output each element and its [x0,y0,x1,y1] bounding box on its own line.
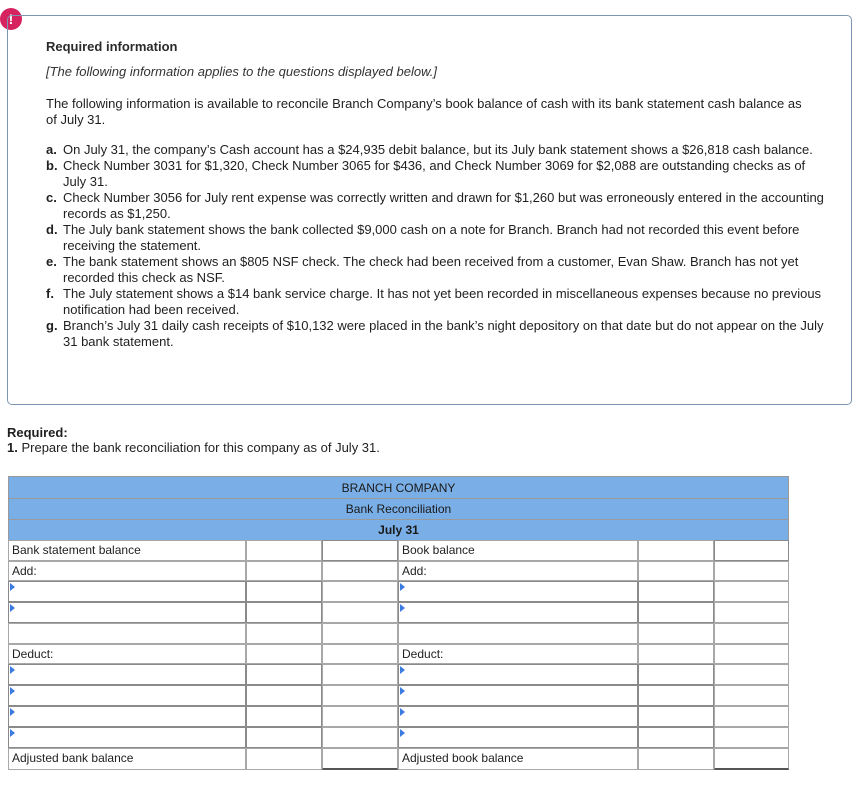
info-subtitle: [The following information applies to the questions displayed below.] [46,64,437,79]
bank-add-label: Add: [8,561,246,581]
item-text: Check Number 3056 for July rent expense was correctly written and drawn for $1,260 but was erroneously entered in the accounting records as $1,250. [63,190,824,221]
bank-blank-cell [246,623,322,644]
book-add-label: Add: [398,561,638,581]
bank-blank-cell [246,540,322,561]
bank-deduct-description-input[interactable] [8,706,246,727]
book-blank-cell [714,644,789,664]
bank-deduct-amount-input[interactable] [246,706,322,727]
list-item [46,158,826,190]
book-deduct-label: Deduct: [398,644,638,664]
bank-blank-cell [8,623,246,644]
required-text: Prepare the bank reconciliation for this company as of July 31. [21,440,380,455]
bank-subtotal-cell [322,623,398,644]
book-deduct-amount-input[interactable] [638,664,714,685]
book-blank-cell [714,664,789,685]
bank-blank-cell [322,727,398,748]
alert-icon: ! [0,8,22,30]
dropdown-marker-icon [10,666,15,674]
bank-statement-balance-input[interactable] [322,540,398,561]
adjusted-bank-balance-label: Adjusted bank balance [8,748,246,770]
dropdown-marker-icon [10,687,15,695]
list-item [46,222,826,254]
book-add-amount-input[interactable] [638,581,714,602]
bank-blank-cell [246,748,322,770]
book-blank-cell [714,727,789,748]
book-deduct-description-input[interactable] [398,685,638,706]
book-deduct-amount-input[interactable] [638,706,714,727]
required-title: Required: [7,425,68,440]
bank-add-description-input[interactable] [8,581,246,602]
dropdown-marker-icon [10,708,15,716]
book-blank-cell [714,561,789,581]
required-number: 1. [7,440,18,455]
dropdown-marker-icon [400,729,405,737]
item-text: Branch’s July 31 daily cash receipts of $10,132 were placed in the bank’s night depository on that date but do not appear on the July 31 bank statement. [63,318,824,349]
book-deduct-description-input[interactable] [398,727,638,748]
list-item [46,190,826,222]
bank-deduct-description-input[interactable] [8,727,246,748]
list-item [46,318,826,350]
book-subtotal-cell [714,623,789,644]
bank-add-description-input[interactable] [8,602,246,623]
bank-statement-balance-label: Bank statement balance [8,540,246,561]
bank-blank-cell [322,581,398,602]
list-item [46,142,826,158]
bank-deduct-amount-input[interactable] [246,727,322,748]
book-deduct-description-input[interactable] [398,664,638,685]
dropdown-marker-icon [400,708,405,716]
item-letter: b. [46,158,58,173]
book-add-description-input[interactable] [398,602,638,623]
book-add-description-input[interactable] [398,581,638,602]
dropdown-marker-icon [10,729,15,737]
bank-blank-cell [322,602,398,623]
bank-reconciliation-table [8,476,789,770]
bank-blank-cell [322,706,398,727]
dropdown-marker-icon [400,604,405,612]
dropdown-marker-icon [10,604,15,612]
bank-blank-cell [322,644,398,664]
item-text: On July 31, the company’s Cash account has a $24,935 debit balance, but its July bank statement shows a $26,818 cash balance. [63,142,813,157]
dropdown-marker-icon [400,583,405,591]
bank-deduct-amount-input[interactable] [246,685,322,706]
book-blank-cell [638,623,714,644]
book-balance-input[interactable] [714,540,789,561]
dropdown-marker-icon [10,583,15,591]
list-item [46,286,826,318]
book-blank-cell [714,706,789,727]
book-blank-cell [714,685,789,706]
bank-blank-cell [322,664,398,685]
info-items-list [46,142,826,350]
info-title: Required information [46,39,178,54]
item-letter: f. [46,286,54,301]
bank-blank-cell [322,561,398,581]
bank-add-amount-input[interactable] [246,602,322,623]
bank-deduct-description-input[interactable] [8,664,246,685]
adjusted-bank-balance-total [322,748,398,770]
book-blank-cell [714,602,789,623]
book-blank-cell [638,540,714,561]
bank-add-amount-input[interactable] [246,581,322,602]
bank-deduct-label: Deduct: [8,644,246,664]
bank-blank-cell [246,561,322,581]
statement-date-header: July 31 [8,519,789,540]
bank-blank-cell [322,685,398,706]
item-text: Check Number 3031 for $1,320, Check Number 3065 for $436, and Check Number 3069 for $2,088 are outstanding checks as of July 31. [63,158,806,189]
adjusted-book-balance-total [714,748,789,770]
item-text: The bank statement shows an $805 NSF check. The check had been received from a customer, Evan Shaw. Branch has not yet recorded this check as NSF. [63,254,799,285]
item-text: The July statement shows a $14 bank service charge. It has not yet been recorded in miscellaneous expenses because no previous notification had been received. [63,286,822,317]
book-deduct-amount-input[interactable] [638,727,714,748]
bank-deduct-amount-input[interactable] [246,664,322,685]
book-balance-label: Book balance [398,540,638,561]
required-information-box [7,15,852,405]
book-blank-cell [638,748,714,770]
adjusted-book-balance-label: Adjusted book balance [398,748,638,770]
bank-blank-cell [246,644,322,664]
company-name-header: BRANCH COMPANY [8,476,789,498]
item-text: The July bank statement shows the bank collected $9,000 cash on a note for Branch. Branch had not recorded this event before receiving the statement. [63,222,800,253]
bank-deduct-description-input[interactable] [8,685,246,706]
book-blank-cell [714,581,789,602]
info-intro: The following information is available to reconcile Branch Company’s book balance of cash with its bank statement cash balance as of July 31. [46,96,802,127]
item-letter: g. [46,318,58,333]
required-instruction [7,440,380,455]
dropdown-marker-icon [400,666,405,674]
list-item [46,254,826,286]
item-letter: d. [46,222,58,237]
statement-name-header: Bank Reconciliation [8,498,789,519]
item-letter: e. [46,254,57,269]
item-letter: a. [46,142,57,157]
book-blank-cell [638,561,714,581]
book-blank-cell [638,644,714,664]
dropdown-marker-icon [400,687,405,695]
book-add-amount-input[interactable] [638,602,714,623]
book-blank-cell [398,623,638,644]
book-deduct-amount-input[interactable] [638,685,714,706]
item-letter: c. [46,190,57,205]
book-deduct-description-input[interactable] [398,706,638,727]
